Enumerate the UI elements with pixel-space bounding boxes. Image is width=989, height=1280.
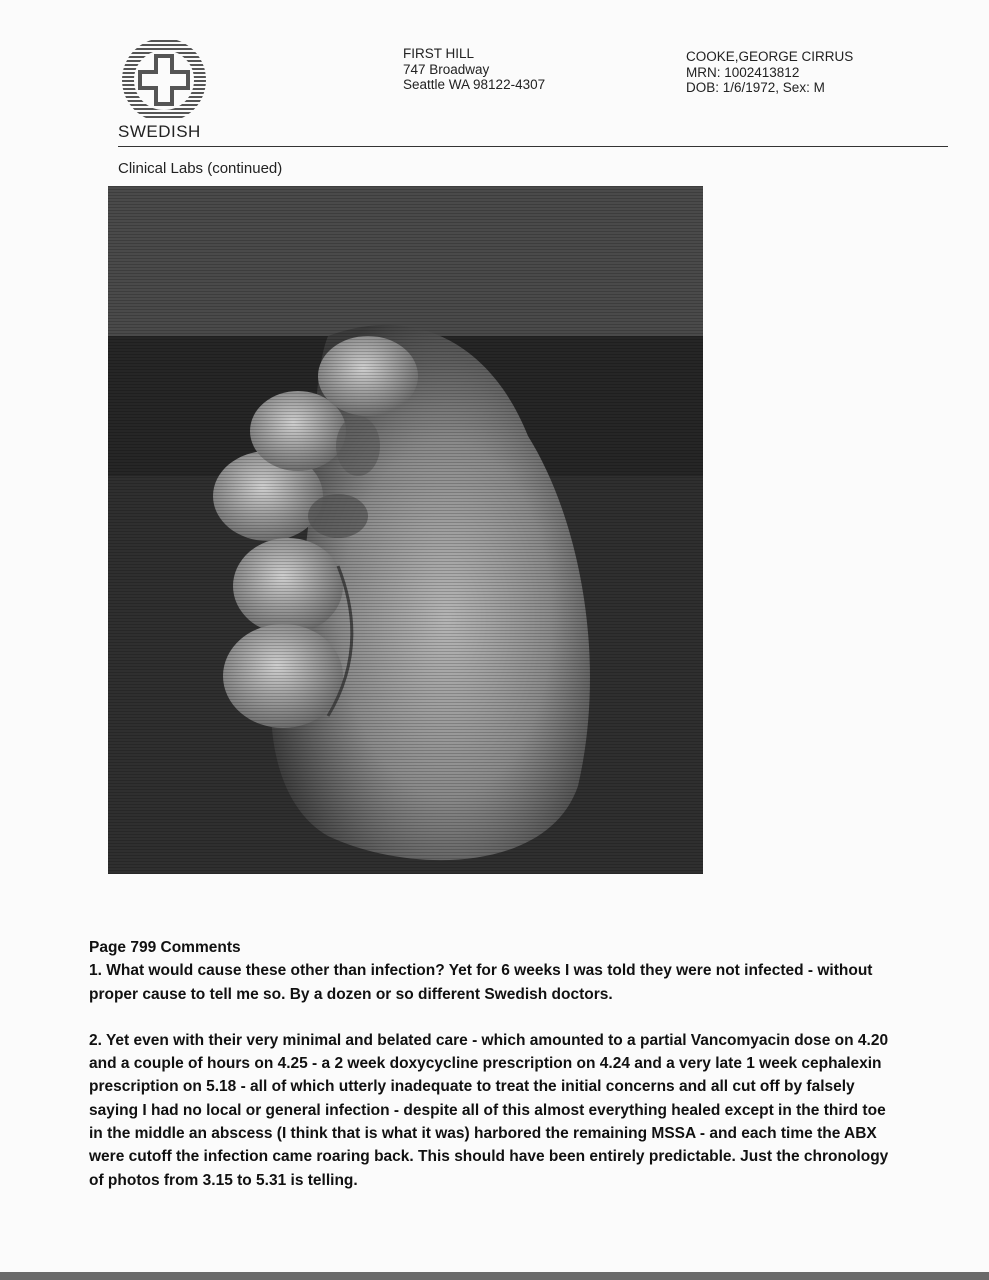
comments-block	[89, 936, 889, 1192]
paragraph-spacer	[89, 1006, 889, 1029]
section-title: Clinical Labs (continued)	[118, 160, 283, 177]
comment-item-1: 1. What would cause these other than infection? Yet for 6 weeks I was told they were not infected - without proper cause to tell me so. By a dozen or so different Swedish doctors.	[89, 962, 873, 1003]
patient-info	[686, 49, 853, 96]
scan-edge	[0, 1272, 989, 1280]
facility-name: FIRST HILL	[403, 46, 475, 61]
comment-item-2: 2. Yet even with their very minimal and belated care - which amounted to a partial Vancomyacin dose on 4.20 and a couple of hours on 4.25 - a 2 week doxycycline prescription on 4.24 and a very late 1 week cephalexin prescription on 5.18 - all of which utterly inadequate to treat the initial concerns and all cut off by falsely saying I had no local or general infection - despite all of this almost everything healed except in the third toe in the middle an abscess (I think that is what it was) harbored the remaining MSSA - and each time the ABX were cutoff the infection came roaring back. This should have been entirely predictable. Just the chronology of photos from 3.15 to 5.31 is telling.	[89, 1031, 889, 1189]
facility-address	[403, 46, 545, 93]
logo-wordmark: SWEDISH	[118, 122, 201, 141]
patient-dob: DOB: 1/6/1972, Sex: M	[686, 80, 825, 95]
facility-city: Seattle WA 98122-4307	[403, 77, 546, 92]
facility-street: 747 Broadway	[403, 61, 490, 77]
patient-name: COOKE,GEORGE CIRRUS	[686, 49, 854, 64]
foot-photo	[108, 186, 703, 874]
patient-mrn: MRN: 1002413812	[686, 64, 800, 80]
header-divider	[118, 146, 948, 147]
swedish-logo	[118, 40, 218, 120]
comments-heading: Page 799 Comments	[89, 939, 241, 956]
